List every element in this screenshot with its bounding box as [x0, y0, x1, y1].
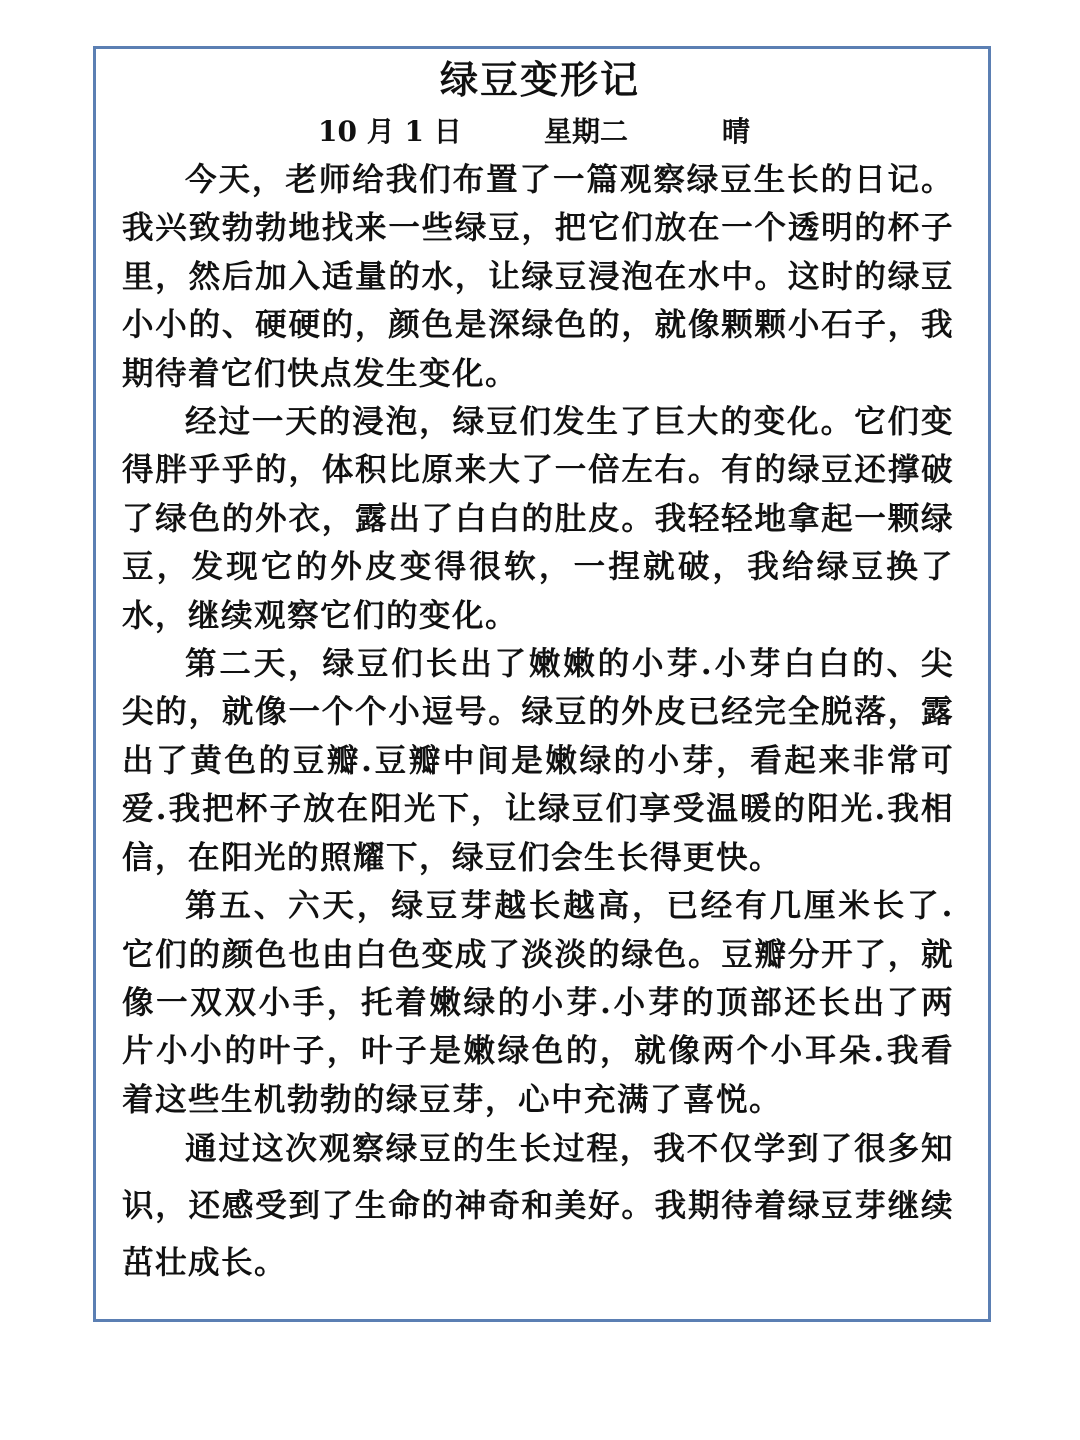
diary-body — [122, 156, 954, 1291]
diary-weekday: 星期二 — [544, 115, 629, 148]
date-line — [318, 112, 818, 152]
paragraph-2: 经过一天的浸泡，绿豆们发生了巨大的变化。它们变得胖乎乎的，体积比原来大了一倍左右。有的绿豆还撑破了绿色的外衣，露出了白白的肚皮。我轻轻地拿起一颗绿豆，发现它的外皮变得很软，一捏就破，我给绿豆换了水，继续观察它们的变化。 — [122, 403, 954, 634]
paragraph-3: 第二天，绿豆们长出了嫩嫩的小芽.小芽白白的、尖尖的，就像一个个小逗号。绿豆的外皮已经完全脱落，露出了黄色的豆瓣.豆瓣中间是嫩绿的小芽，看起来非常可爱.我把杯子放在阳光下，让绿豆们享受温暖的阳光.我相信，在阳光的照耀下，绿豆们会生长得更快。 — [122, 645, 954, 876]
diary-date: 10 月 1 日 — [318, 115, 462, 148]
diary-weather: 晴 — [722, 115, 751, 148]
paragraph-5: 通过这次观察绿豆的生长过程，我不仅学到了很多知识，还感受到了生命的神奇和美好。我期待着绿豆芽继续茁壮成长。 — [122, 1130, 954, 1282]
paragraph-4: 第五、六天，绿豆芽越长越高，已经有几厘米长了.它们的颜色也由白色变成了淡淡的绿色。豆瓣分开了，就像一双双小手，托着嫩绿的小芽.小芽的顶部还长出了两片小小的叶子，叶子是嫩绿色的，就像两个小耳朵.我看着这些生机勃勃的绿豆芽，心中充满了喜悦。 — [122, 887, 954, 1118]
diary-title: 绿豆变形记 — [439, 57, 640, 102]
paragraph-1: 今天，老师给我们布置了一篇观察绿豆生长的日记。我兴致勃勃地找来一些绿豆，把它们放在一个透明的杯子里，然后加入适量的水，让绿豆浸泡在水中。这时的绿豆小小的、硬硬的，颜色是深绿色的，就像颗颗小石子，我期待着它们快点发生变化。 — [122, 161, 954, 392]
